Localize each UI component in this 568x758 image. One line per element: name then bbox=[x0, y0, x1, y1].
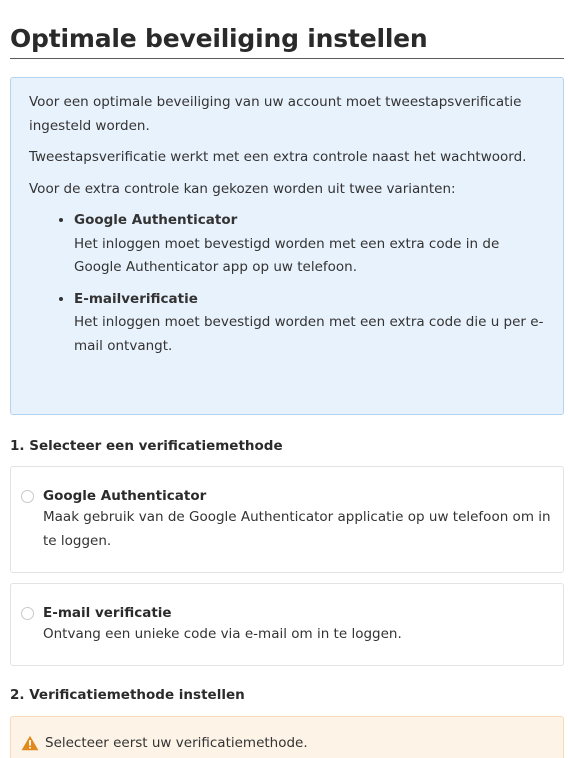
warning-triangle-icon bbox=[21, 735, 39, 751]
info-paragraph: Voor de extra controle kan gekozen worden uit twee varianten: bbox=[29, 180, 456, 197]
option-description: Ontvang een unieke code via e-mail om in te loggen. bbox=[43, 626, 402, 642]
option-email-verification[interactable] bbox=[10, 583, 564, 666]
variants-list bbox=[29, 209, 545, 358]
info-paragraph: Voor een optimale beveiliging van uw account moet tweestapsverificatie ingesteld worden. bbox=[29, 94, 522, 134]
option-google-authenticator[interactable] bbox=[10, 466, 564, 573]
warning-box bbox=[10, 716, 564, 758]
option-description: Maak gebruik van de Google Authenticator applicatie op uw telefoon om in te loggen. bbox=[43, 509, 551, 549]
warning-text: Selecteer eerst uw verificatiemethode. bbox=[45, 735, 308, 751]
variant-item-email bbox=[74, 288, 545, 359]
variant-title: • Google Authenticator bbox=[74, 212, 238, 228]
radio-email-verification[interactable] bbox=[21, 607, 34, 620]
option-title: Google Authenticator bbox=[43, 488, 207, 504]
page-title: Optimale beveiliging instellen bbox=[10, 24, 428, 53]
option-title: E-mail verificatie bbox=[43, 605, 172, 621]
radio-google-authenticator[interactable] bbox=[21, 490, 34, 503]
variant-description: Het inloggen moet bevestigd worden met een extra code in de Google Authenticator app op uw telefoon. bbox=[74, 235, 500, 275]
title-divider bbox=[10, 58, 564, 59]
step-2-heading: 2. Verificatiemethode instellen bbox=[10, 687, 245, 703]
step-1-heading: 1. Selecteer een verificatiemethode bbox=[10, 438, 283, 454]
page bbox=[10, 0, 564, 758]
info-paragraph: Tweestapsverificatie werkt met een extra controle naast het wachtwoord. bbox=[29, 149, 527, 165]
variant-item-google-authenticator bbox=[74, 209, 545, 280]
variant-description: Het inloggen moet bevestigd worden met een extra code die u per e-mail ontvangt. bbox=[74, 314, 544, 354]
info-box bbox=[10, 77, 564, 415]
variant-title: • E-mailverificatie bbox=[74, 290, 198, 307]
